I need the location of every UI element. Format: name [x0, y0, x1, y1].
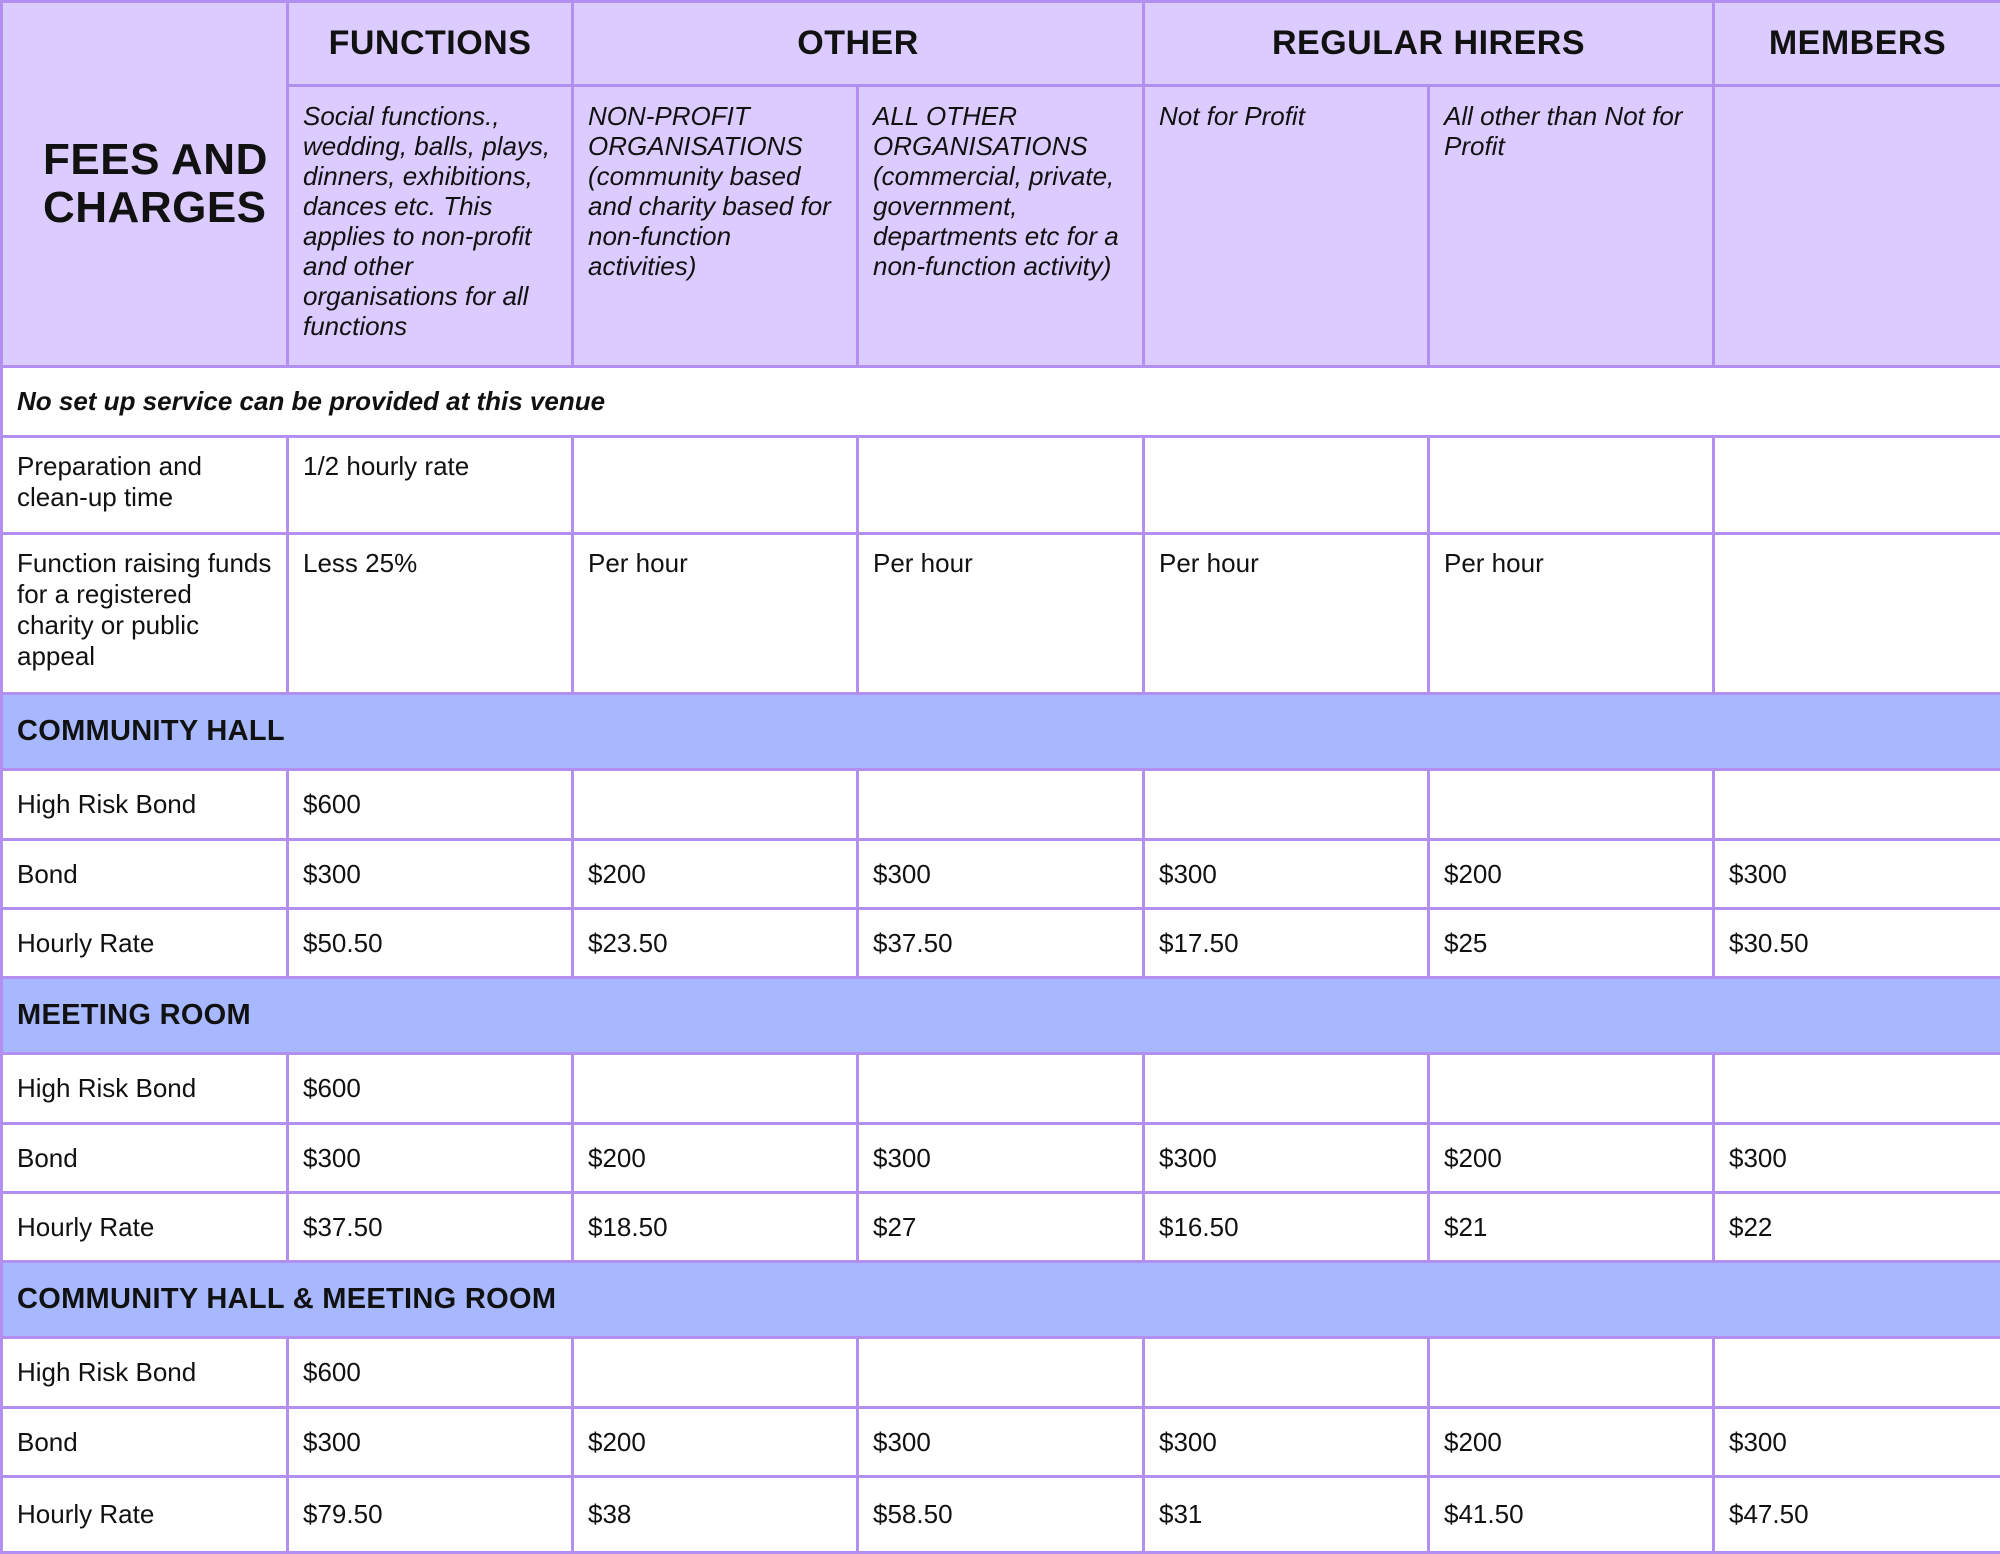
- section-header-meeting-room: MEETING ROOM: [2, 978, 2000, 1054]
- table-cell: [1714, 1054, 2000, 1124]
- desc-regular-nfp: Not for Profit: [1144, 86, 1429, 367]
- table-cell: $300: [288, 1124, 573, 1193]
- row-label: High Risk Bond: [2, 770, 288, 840]
- table-cell: $30.50: [1714, 909, 2000, 978]
- table-cell: [1714, 534, 2000, 694]
- table-cell: Per hour: [1429, 534, 1714, 694]
- table-cell: $300: [1714, 1408, 2000, 1477]
- table-cell: [858, 1338, 1144, 1408]
- table-cell: $31: [1144, 1477, 1429, 1553]
- table-cell: $25: [1429, 909, 1714, 978]
- table-cell: $200: [1429, 840, 1714, 909]
- section-header-community-hall: COMMUNITY HALL: [2, 694, 2000, 770]
- table-cell: [1144, 770, 1429, 840]
- table-cell: $300: [858, 1408, 1144, 1477]
- group-header-regular-hirers: REGULAR HIRERS: [1144, 2, 1714, 86]
- table-cell: $600: [288, 770, 573, 840]
- table-row: [2, 1408, 2000, 1477]
- table-cell: $37.50: [288, 1193, 573, 1262]
- table-cell: $600: [288, 1054, 573, 1124]
- table-cell: $600: [288, 1338, 573, 1408]
- page-title: FEES AND CHARGES: [2, 2, 288, 367]
- table-cell: $37.50: [858, 909, 1144, 978]
- desc-other-all: ALL OTHER ORGANISATIONS (commercial, private, government, departments etc for a non-function activity): [858, 86, 1144, 367]
- table-cell: [573, 1338, 858, 1408]
- table-cell: $79.50: [288, 1477, 573, 1553]
- row-label: Hourly Rate: [2, 909, 288, 978]
- table-cell: $300: [1144, 1408, 1429, 1477]
- row-label: High Risk Bond: [2, 1338, 288, 1408]
- row-label: High Risk Bond: [2, 1054, 288, 1124]
- table-cell: $300: [288, 840, 573, 909]
- table-cell: $23.50: [573, 909, 858, 978]
- table-cell: $17.50: [1144, 909, 1429, 978]
- desc-functions: Social functions., wedding, balls, plays, dinners, exhibitions, dances etc. This applies to non-profit and other organisations for all functions: [288, 86, 573, 367]
- table-row: [2, 1124, 2000, 1193]
- table-cell: $21: [1429, 1193, 1714, 1262]
- table-row: [2, 1054, 2000, 1124]
- table-cell: [1429, 437, 1714, 534]
- table-cell: $200: [573, 1408, 858, 1477]
- desc-members: [1714, 86, 2000, 367]
- table-cell: $300: [1714, 1124, 2000, 1193]
- section-header-hall-and-meeting-room: COMMUNITY HALL & MEETING ROOM: [2, 1262, 2000, 1338]
- table-cell: $300: [1144, 1124, 1429, 1193]
- table-cell: $50.50: [288, 909, 573, 978]
- table-cell: $300: [1714, 840, 2000, 909]
- table-cell: $200: [573, 1124, 858, 1193]
- table-cell: $200: [1429, 1408, 1714, 1477]
- table-cell: [1714, 770, 2000, 840]
- table-cell: 1/2 hourly rate: [288, 437, 573, 534]
- row-label: Hourly Rate: [2, 1193, 288, 1262]
- table-row: [2, 1338, 2000, 1408]
- table-row: [2, 534, 2000, 694]
- group-header-other: OTHER: [573, 2, 1144, 86]
- table-cell: $300: [858, 840, 1144, 909]
- table-row: [2, 1477, 2000, 1553]
- table-cell: $300: [288, 1408, 573, 1477]
- table-cell: [1429, 1054, 1714, 1124]
- group-header-members: MEMBERS: [1714, 2, 2000, 86]
- group-header-functions: FUNCTIONS: [288, 2, 573, 86]
- row-label: Hourly Rate: [2, 1477, 288, 1553]
- table-cell: [1144, 1338, 1429, 1408]
- table-cell: [1429, 1338, 1714, 1408]
- row-label: Function raising funds for a registered charity or public appeal: [2, 534, 288, 694]
- table-cell: $16.50: [1144, 1193, 1429, 1262]
- table-cell: [573, 770, 858, 840]
- desc-other-nonprofit: NON-PROFIT ORGANISATIONS (community based and charity based for non-function activities): [573, 86, 858, 367]
- table-cell: Per hour: [573, 534, 858, 694]
- table-row: [2, 770, 2000, 840]
- table-cell: $200: [1429, 1124, 1714, 1193]
- table-cell: [858, 437, 1144, 534]
- row-label: Bond: [2, 1408, 288, 1477]
- table-row: [2, 909, 2000, 978]
- table-cell: [573, 437, 858, 534]
- table-cell: $27: [858, 1193, 1144, 1262]
- table-cell: $22: [1714, 1193, 2000, 1262]
- row-label: Bond: [2, 1124, 288, 1193]
- table-cell: $300: [1144, 840, 1429, 909]
- table-cell: Per hour: [858, 534, 1144, 694]
- table-cell: [1429, 770, 1714, 840]
- table-cell: [573, 1054, 858, 1124]
- row-label: Preparation and clean-up time: [2, 437, 288, 534]
- table-cell: $18.50: [573, 1193, 858, 1262]
- table-cell: $300: [858, 1124, 1144, 1193]
- table-cell: [858, 1054, 1144, 1124]
- table-cell: Per hour: [1144, 534, 1429, 694]
- table-cell: $38: [573, 1477, 858, 1553]
- table-cell: $41.50: [1429, 1477, 1714, 1553]
- table-row: [2, 1193, 2000, 1262]
- desc-regular-other: All other than Not for Profit: [1429, 86, 1714, 367]
- table-cell: [1144, 1054, 1429, 1124]
- table-cell: [858, 770, 1144, 840]
- table-cell: [1144, 437, 1429, 534]
- table-row: [2, 840, 2000, 909]
- row-label: Bond: [2, 840, 288, 909]
- table-cell: Less 25%: [288, 534, 573, 694]
- venue-note: No set up service can be provided at this venue: [2, 367, 2000, 437]
- table-cell: $47.50: [1714, 1477, 2000, 1553]
- table-cell: [1714, 437, 2000, 534]
- table-cell: $200: [573, 840, 858, 909]
- table-cell: $58.50: [858, 1477, 1144, 1553]
- table-cell: [1714, 1338, 2000, 1408]
- table-row: [2, 437, 2000, 534]
